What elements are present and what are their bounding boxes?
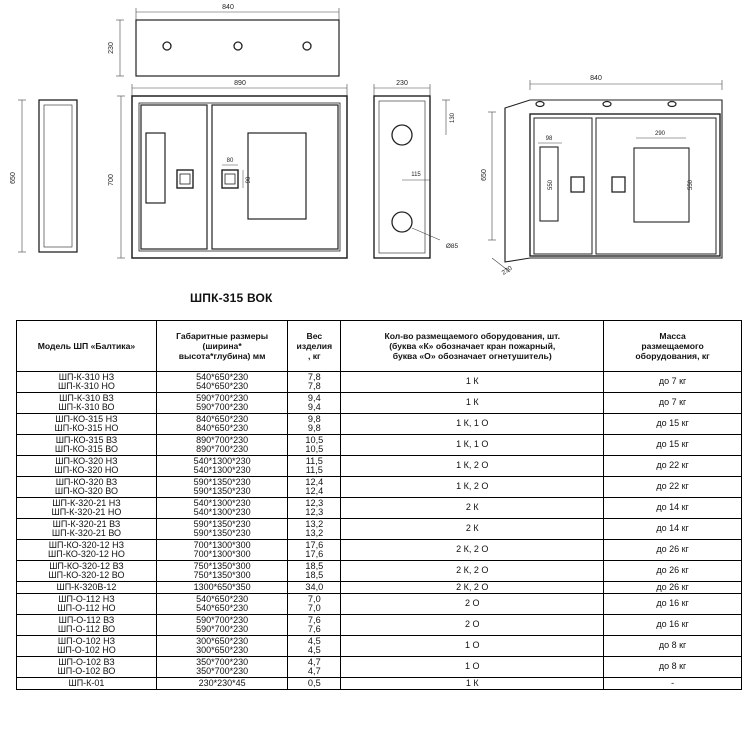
table-row <box>17 540 742 561</box>
dim-iso-height: 650 <box>481 169 488 181</box>
dim-iso-window2-height: 550 <box>688 179 694 191</box>
technical-drawing <box>0 0 750 320</box>
table-row <box>17 435 742 456</box>
header-dimensions: Габаритные размеры (ширина* высота*глубина) мм <box>156 321 287 372</box>
cell-equipment: 1 К <box>341 372 604 393</box>
cell-dimensions: 1300*650*350 <box>156 582 287 594</box>
cell-dimensions: 590*700*230 590*700*230 <box>156 393 287 414</box>
table-row <box>17 498 742 519</box>
cell-weight: 10,5 10,5 <box>288 435 341 456</box>
table-row <box>17 477 742 498</box>
cell-mass: до 16 кг <box>604 594 742 615</box>
cell-equipment: 2 О <box>341 615 604 636</box>
cell-mass: до 22 кг <box>604 477 742 498</box>
cell-equipment: 1 К, 2 О <box>341 477 604 498</box>
dim-hole-diameter: Ø85 <box>445 243 459 250</box>
cell-weight: 4,5 4,5 <box>288 636 341 657</box>
cell-model: ШП-О-102 НЗ ШП-О-102 НО <box>17 636 157 657</box>
cell-mass: до 7 кг <box>604 372 742 393</box>
cell-equipment: 1 О <box>341 636 604 657</box>
header-equipment-mass: Масса размещаемого оборудования, кг <box>604 321 742 372</box>
table-row <box>17 456 742 477</box>
table-row <box>17 561 742 582</box>
table-row <box>17 678 742 690</box>
cell-dimensions: 700*1300*300 700*1300*300 <box>156 540 287 561</box>
dim-iso-width: 840 <box>590 75 602 82</box>
cell-model: ШП-К-320В-12 <box>17 582 157 594</box>
table-row <box>17 594 742 615</box>
cell-dimensions: 890*700*230 890*700*230 <box>156 435 287 456</box>
cell-dimensions: 590*700*230 590*700*230 <box>156 615 287 636</box>
header-equipment: Кол-во размещаемого оборудования, шт. (буква «К» обозначает кран пожарный, буква «О» обозначает огнетушитель) <box>341 321 604 372</box>
front-window-left <box>146 133 165 203</box>
cell-model: ШП-КО-320-12 НЗ ШП-КО-320-12 НО <box>17 540 157 561</box>
cell-model: ШП-О-102 ВЗ ШП-О-102 ВО <box>17 657 157 678</box>
cell-equipment: 1 К, 1 О <box>341 435 604 456</box>
cell-equipment: 2 К, 2 О <box>341 540 604 561</box>
dim-iso-window-height: 550 <box>548 179 554 191</box>
cell-weight: 34,0 <box>288 582 341 594</box>
dim-iso-depth: 230 <box>500 264 514 277</box>
cell-dimensions: 750*1350*300 750*1350*300 <box>156 561 287 582</box>
dim-top-width: 840 <box>222 4 234 11</box>
cell-dimensions: 540*650*230 540*650*230 <box>156 594 287 615</box>
cell-mass: до 15 кг <box>604 414 742 435</box>
table-row <box>17 636 742 657</box>
header-model: Модель ШП «Балтика» <box>17 321 157 372</box>
cell-dimensions: 350*700*230 350*700*230 <box>156 657 287 678</box>
cell-equipment: 2 К, 2 О <box>341 582 604 594</box>
cell-model: ШП-К-01 <box>17 678 157 690</box>
top-hole-3 <box>303 42 311 50</box>
cell-model: ШП-К-310 НЗ ШП-К-310 НО <box>17 372 157 393</box>
cell-model: ШП-КО-320-12 ВЗ ШП-КО-320-12 ВО <box>17 561 157 582</box>
cell-weight: 7,8 7,8 <box>288 372 341 393</box>
cell-weight: 7,0 7,0 <box>288 594 341 615</box>
side-view-box <box>374 96 430 258</box>
cell-equipment: 2 К, 2 О <box>341 561 604 582</box>
cell-equipment: 1 К, 1 О <box>341 414 604 435</box>
cell-dimensions: 540*650*230 540*650*230 <box>156 372 287 393</box>
table-row <box>17 582 742 594</box>
dim-side-hole-offset: 115 <box>411 172 421 178</box>
cell-mass: до 14 кг <box>604 519 742 540</box>
table-row <box>17 414 742 435</box>
header-weight: Вес изделия , кг <box>288 321 341 372</box>
front-handle-right <box>222 170 238 188</box>
cell-model: ШП-О-112 ВЗ ШП-О-112 ВО <box>17 615 157 636</box>
left-view-box <box>39 100 77 252</box>
cell-mass: до 7 кг <box>604 393 742 414</box>
dim-top-depth: 230 <box>108 42 115 54</box>
cell-equipment: 1 К, 2 О <box>341 456 604 477</box>
cell-weight: 0,5 <box>288 678 341 690</box>
cell-weight: 17,6 17,6 <box>288 540 341 561</box>
cell-equipment: 1 О <box>341 657 604 678</box>
iso-handle-left <box>571 177 584 192</box>
side-hole-top <box>392 125 412 145</box>
cell-weight: 11,5 11,5 <box>288 456 341 477</box>
side-hole-bottom <box>392 212 412 232</box>
cell-model: ШП-КО-315 НЗ ШП-КО-315 НО <box>17 414 157 435</box>
front-view-box <box>132 96 347 258</box>
cell-model: ШП-КО-320 ВЗ ШП-КО-320 ВО <box>17 477 157 498</box>
iso-window-right <box>634 148 689 222</box>
cell-mass: до 26 кг <box>604 561 742 582</box>
cell-model: ШП-КО-315 ВЗ ШП-КО-315 ВО <box>17 435 157 456</box>
cell-dimensions: 840*650*230 840*650*230 <box>156 414 287 435</box>
cell-weight: 13,2 13,2 <box>288 519 341 540</box>
cell-mass: до 16 кг <box>604 615 742 636</box>
spec-table <box>16 320 742 690</box>
dim-iso-window2-width: 290 <box>654 131 666 137</box>
cell-weight: 12,3 12,3 <box>288 498 341 519</box>
iso-handle-right <box>612 177 625 192</box>
cell-weight: 18,5 18,5 <box>288 561 341 582</box>
cell-mass: до 26 кг <box>604 582 742 594</box>
cell-model: ШП-К-310 ВЗ ШП-К-310 ВО <box>17 393 157 414</box>
cell-weight: 12,4 12,4 <box>288 477 341 498</box>
dim-side-top-offset: 130 <box>450 112 456 124</box>
cell-equipment: 2 К <box>341 498 604 519</box>
dim-handle-width: 80 <box>226 158 234 164</box>
cell-model: ШП-К-320-21 НЗ ШП-К-320-21 НО <box>17 498 157 519</box>
top-hole-2 <box>234 42 242 50</box>
cell-equipment: 1 К <box>341 678 604 690</box>
table-row <box>17 657 742 678</box>
top-hole-1 <box>163 42 171 50</box>
table-row <box>17 372 742 393</box>
cell-weight: 4,7 4,7 <box>288 657 341 678</box>
cell-dimensions: 230*230*45 <box>156 678 287 690</box>
table-header-row <box>17 321 742 372</box>
front-right-door <box>212 105 338 249</box>
cell-dimensions: 300*650*230 300*650*230 <box>156 636 287 657</box>
dim-front-height: 700 <box>108 174 115 186</box>
cell-model: ШП-К-320-21 ВЗ ШП-К-320-21 ВО <box>17 519 157 540</box>
cell-mass: до 8 кг <box>604 657 742 678</box>
dim-side-depth: 230 <box>396 80 408 87</box>
front-handle-left <box>177 170 193 188</box>
cell-dimensions: 540*1300*230 540*1300*230 <box>156 456 287 477</box>
drawing-model-label: ШПК-315 ВОК <box>190 291 273 305</box>
front-left-door <box>141 105 207 249</box>
front-window-right <box>248 133 306 219</box>
cell-equipment: 1 К <box>341 393 604 414</box>
cell-weight: 9,4 9,4 <box>288 393 341 414</box>
dim-handle-height: 90 <box>246 176 252 184</box>
cell-dimensions: 590*1350*230 590*1350*230 <box>156 519 287 540</box>
cell-weight: 9,8 9,8 <box>288 414 341 435</box>
cell-mass: до 15 кг <box>604 435 742 456</box>
dim-front-width: 890 <box>234 80 246 87</box>
cell-equipment: 2 К <box>341 519 604 540</box>
table-row <box>17 615 742 636</box>
cell-model: ШП-КО-320 НЗ ШП-КО-320 НО <box>17 456 157 477</box>
table-body <box>17 372 742 690</box>
dim-left-height: 650 <box>10 172 17 184</box>
cell-weight: 7,6 7,6 <box>288 615 341 636</box>
cell-mass: до 26 кг <box>604 540 742 561</box>
cell-equipment: 2 О <box>341 594 604 615</box>
table-row <box>17 393 742 414</box>
cell-mass: до 14 кг <box>604 498 742 519</box>
cell-dimensions: 590*1350*230 590*1350*230 <box>156 477 287 498</box>
cell-dimensions: 540*1300*230 540*1300*230 <box>156 498 287 519</box>
dim-iso-window-width: 98 <box>545 136 553 142</box>
cell-mass: до 8 кг <box>604 636 742 657</box>
cell-mass: до 22 кг <box>604 456 742 477</box>
cell-model: ШП-О-112 НЗ ШП-О-112 НО <box>17 594 157 615</box>
table-row <box>17 519 742 540</box>
cell-mass: - <box>604 678 742 690</box>
